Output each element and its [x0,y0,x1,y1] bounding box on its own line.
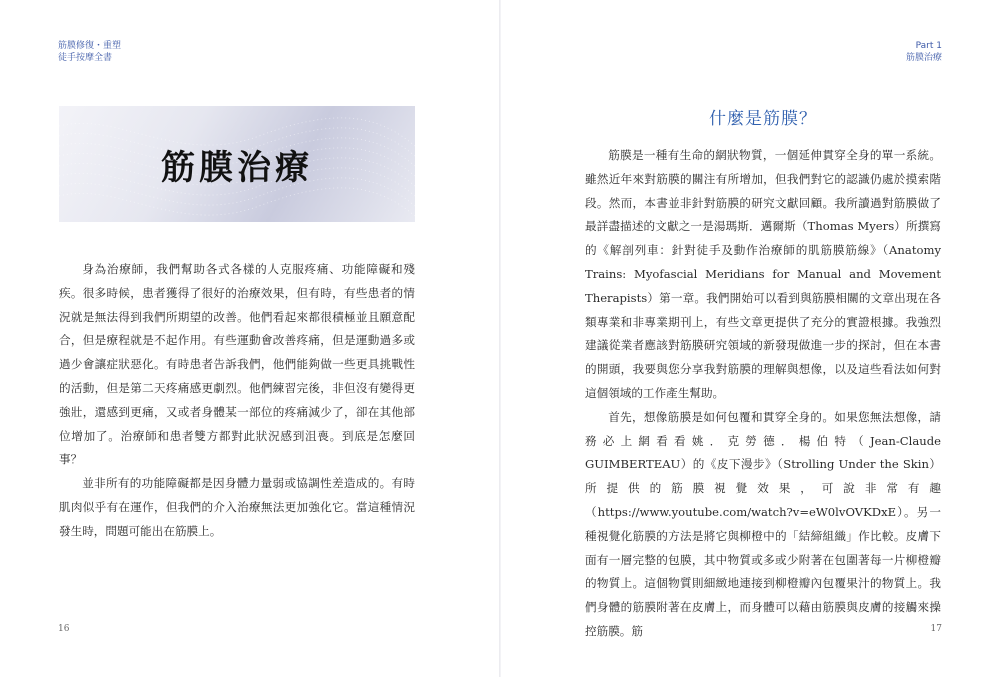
left-body-text [59,258,415,544]
page-number: 16 [58,624,70,634]
paragraph: 並非所有的功能障礙都是因身體力量弱或協調性差造成的。有時肌肉似乎有在運作，但我們的介入治療無法更加強化它。當這種情況發生時，問題可能出在筋膜上。 [59,476,415,538]
book-title: 徒手按摩全書 [58,53,113,63]
section-title: 什麼是筋膜？ [709,109,817,129]
part-label: Part 1 [915,41,942,51]
paragraph: 筋膜是一種有生命的網狀物質，一個延伸貫穿全身的單一系統。雖然近年來對筋膜的關注有所增加，但我們對它的認識仍處於摸索階段。然而，本書並非針對筋膜的研究文獻回顧。我所讀過對筋膜做了最詳盡描述的文獻之一是湯瑪斯．邁爾斯（Thomas Myers）所撰寫的《解剖列車：針對徒手及動作治療師的肌筋膜筋線》（Anatomy Trains: Myofascial Meridians for Manual and Movement Therapists）第一章。我們開始可以看到與筋膜相關的文章出現在各類專業和非專業期刊上，有些文章更提供了充分的實證根據。我強烈建議從業者應該對筋膜研究領域的新發現做進一步的探討，但在本書的開頭，我要與您分享我對筋膜的理解與想像，以及這些看法如何對這個領域的工作產生幫助。 [585,148,941,400]
right-page [500,0,1000,677]
chapter-hero-banner [59,106,415,222]
page-number: 17 [930,624,942,634]
paragraph: 身為治療師，我們幫助各式各樣的人克服疼痛、功能障礙和殘疾。很多時候，患者獲得了很好的治療效果，但有時，有些患者的情況就是無法得到我們所期望的改善。他們看起來都很積極並且願意配合，但是療程就是不起作用。有些運動會改善疼痛，但是運動過多或過少會讓症狀惡化。有時患者告訴我們，他們能夠做一些更具挑戰性的活動，但是第二天疼痛感更劇烈。他們練習完後，非但沒有變得更強壯，還感到更痛，又或者身體某一部位的疼痛減少了，卻在其他部位增加了。治療師和患者雙方都對此狀況感到沮喪。到底是怎麼回事？ [59,262,415,467]
running-header-right [906,40,942,64]
running-header-left [58,40,121,64]
part-title: 筋膜治療 [905,53,942,63]
chapter-title: 筋膜治療 [161,147,313,188]
right-body-text [585,144,941,644]
book-series-title: 筋膜修復・重塑 [58,41,122,51]
paragraph: 首先，想像筋膜是如何包覆和貫穿全身的。如果您無法想像，請務必上網看看姚．克勞德．楊伯特（Jean-Claude GUIMBERTEAU）的《皮下漫步》（Strolling Under the Skin）所提供的筋膜視覺效果，可說非常有趣（https://www.youtube.com/watch?v=eW0lvOVKDxE）。另一種視覺化筋膜的方法是將它與柳橙中的「結締組織」作比較。皮膚下面有一層完整的包膜，其中物質或多或少附著在包圍著每一片柳橙瓣的物質上。這個物質則細緻地連接到柳橙瓣內包覆果汁的物質上。我們身體的筋膜附著在皮膚上，而身體可以藉由筋膜與皮膚的接觸來操控筋膜。筋 [585,409,941,638]
